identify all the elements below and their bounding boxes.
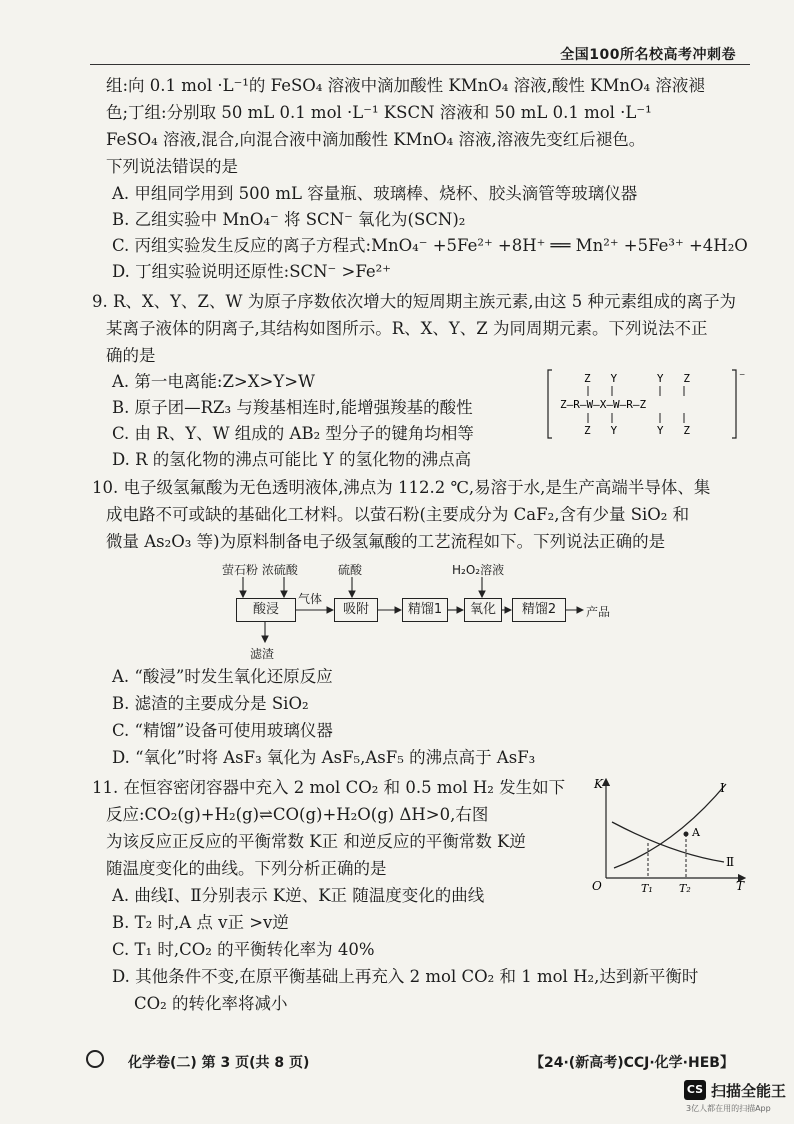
q8-option-c: C. 丙组实验发生反应的离子方程式:MnO₄⁻ +5Fe²⁺ +8H⁺ ══ Mn²⁺ +5Fe³⁺ +4H₂O xyxy=(112,236,748,255)
q10-option-c: C. “精馏”设备可使用玻璃仪器 xyxy=(112,721,333,740)
q11-option-d: D. 其他条件不变,在原平衡基础上再充入 2 mol CO₂ 和 1 mol H₂,达到新平衡时 xyxy=(112,967,699,986)
flow-box-oxidation: 氧化 xyxy=(464,598,502,622)
flow-input-peroxide: H₂O₂溶液 xyxy=(452,563,505,577)
footer-exam-code: 【24·(新高考)CCJ·化学·HEB】 xyxy=(530,1055,734,1071)
flow-box-distill-2: 精馏2 xyxy=(512,598,566,622)
footer-circle-mark xyxy=(86,1050,104,1068)
q10-line-3: 微量 As₂O₃ 等)为原料制备电子级氢氟酸的工艺流程如下。下列说法正确的是 xyxy=(106,532,666,551)
flow-input-sulfuric-acid: 硫酸 xyxy=(338,563,363,577)
curve-1 xyxy=(614,784,726,868)
camscanner-subtitle: 3亿人都在用的扫描App xyxy=(686,1104,771,1113)
t1-label: T₁ xyxy=(641,882,653,895)
camscanner-logo: CS xyxy=(684,1080,706,1100)
q10-option-b: B. 滤渣的主要成分是 SiO₂ xyxy=(112,694,309,713)
flow-label-residue: 滤渣 xyxy=(250,647,275,661)
structure-main-chain: Z—R—W—X—W—R—Z xyxy=(560,398,647,411)
q8-option-b: B. 乙组实验中 MnO₄⁻ 将 SCN⁻ 氧化为(SCN)₂ xyxy=(112,210,466,229)
q9-line-2: 某离子液体的阴离子,其结构如图所示。R、X、Y、Z 为同周期元素。下列说法不正 xyxy=(106,319,708,338)
q8-line-1: 组:向 0.1 mol ·L⁻¹的 FeSO₄ 溶液中滴加酸性 KMnO₄ 溶液,酸性 KMnO₄ 溶液褪 xyxy=(106,76,705,95)
origin-label: O xyxy=(592,879,602,893)
q8-stem: 下列说法错误的是 xyxy=(106,157,238,176)
q11-line-2: 反应:CO₂(g)+H₂(g)⇌CO(g)+H₂O(g) ΔH>0,右图 xyxy=(106,805,489,824)
q10-line-1: 10. 电子级氢氟酸为无色透明液体,沸点为 112.2 ℃,易溶于水,是生产高端半导体、集 xyxy=(92,478,711,497)
curve-2 xyxy=(612,822,724,862)
q9-option-c: C. 由 R、Y、W 组成的 AB₂ 型分子的键角均相等 xyxy=(112,424,474,443)
structure-top-row: Z Y Y Z xyxy=(584,372,690,385)
point-a-label: A xyxy=(692,826,700,839)
x-axis-label: T xyxy=(736,879,745,893)
y-axis-label: K xyxy=(594,777,603,791)
q11-line-1: 11. 在恒容密闭容器中充入 2 mol CO₂ 和 0.5 mol H₂ 发生如下 xyxy=(92,778,566,797)
q9-option-d: D. R 的氢化物的沸点可能比 Y 的氢化物的沸点高 xyxy=(112,450,472,469)
t2-label: T₂ xyxy=(679,882,691,895)
flow-box-distill-1: 精馏1 xyxy=(402,598,448,622)
q10-option-a: A. “酸浸”时发生氧化还原反应 xyxy=(112,667,333,686)
q9-option-b: B. 原子团—RZ₃ 与羧基相连时,能增强羧基的酸性 xyxy=(112,398,473,417)
q9-option-a: A. 第一电离能:Z>X>Y>W xyxy=(112,372,316,391)
q11-option-a: A. 曲线Ⅰ、Ⅱ分别表示 K逆、K正 随温度变化的曲线 xyxy=(112,886,485,905)
q9-line-1: 9. R、X、Y、Z、W 为原子序数依次增大的短周期主族元素,由这 5 种元素组成的离子为 xyxy=(92,292,736,311)
structure-bottom-row: Z Y Y Z xyxy=(584,424,690,437)
flow-label-gas: 气体 xyxy=(298,592,323,606)
q10-line-2: 成电路不可或缺的基础化工材料。以萤石粉(主要成分为 CaF₂,含有少量 SiO₂ 和 xyxy=(106,505,690,524)
q8-line-2: 色;丁组:分别取 50 mL 0.1 mol ·L⁻¹ KSCN 溶液和 50 mL 0.1 mol ·L⁻¹ xyxy=(106,103,652,122)
q11-line-4: 随温度变化的曲线。下列分析正确的是 xyxy=(106,859,387,878)
q11-option-d-cont: CO₂ 的转化率将减小 xyxy=(134,994,288,1013)
flow-box-acid-leach: 酸浸 xyxy=(236,598,296,622)
q11-option-c: C. T₁ 时,CO₂ 的平衡转化率为 40% xyxy=(112,940,375,959)
structure-charge: ⁻ xyxy=(739,369,746,383)
q10-option-d: D. “氧化”时将 AsF₃ 氧化为 AsF₅,AsF₅ 的沸点高于 AsF₃ xyxy=(112,748,536,767)
q8-option-d: D. 丁组实验说明还原性:SCN⁻ >Fe²⁺ xyxy=(112,262,391,281)
footer-page-info: 化学卷(二) 第 3 页(共 8 页) xyxy=(128,1055,310,1071)
q8-option-a: A. 甲组同学用到 500 mL 容量瓶、玻璃棒、烧杯、胶头滴管等玻璃仪器 xyxy=(112,184,638,203)
curve-2-label: Ⅱ xyxy=(726,855,735,869)
flow-label-product: 产品 xyxy=(586,605,611,619)
flow-box-adsorption: 吸附 xyxy=(334,598,378,622)
q11-option-b: B. T₂ 时,A 点 v正 >v逆 xyxy=(112,913,289,932)
q8-line-3: FeSO₄ 溶液,混合,向混合液中滴加酸性 KMnO₄ 溶液,溶液先变红后褪色。 xyxy=(106,130,646,149)
q11-line-3: 为该反应正反应的平衡常数 K正 和逆反应的平衡常数 K逆 xyxy=(106,832,526,851)
curve-1-label: I xyxy=(720,781,725,795)
exam-series-title: 全国100所名校高考冲刺卷 xyxy=(560,47,736,63)
point-a xyxy=(684,832,689,837)
q9-line-3: 确的是 xyxy=(106,346,156,365)
flow-input-fluorite-acid: 萤石粉 浓硫酸 xyxy=(222,563,298,577)
k-vs-temperature-graph xyxy=(586,772,756,896)
camscanner-title: 扫描全能王 xyxy=(711,1082,787,1100)
